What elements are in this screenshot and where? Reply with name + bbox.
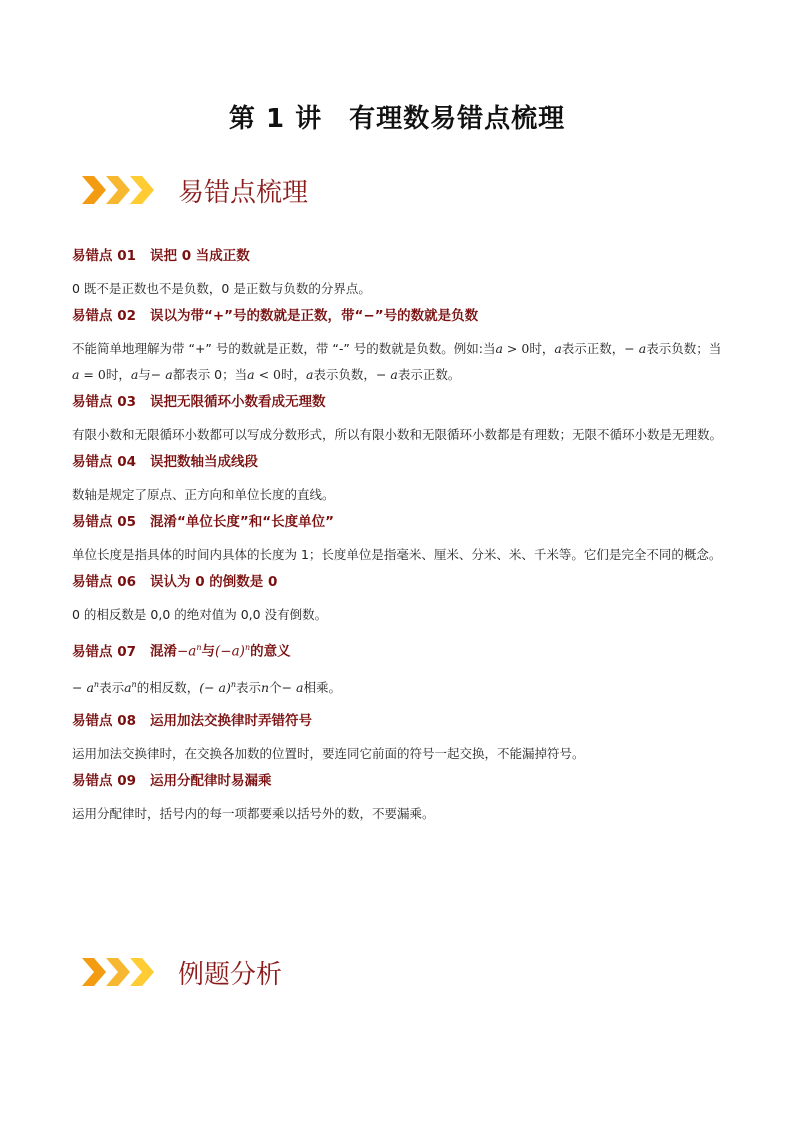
- section-title: 易错点梳理: [178, 177, 309, 208]
- item-body: 0 的相反数是 0,0 的绝对值为 0,0 没有倒数。: [72, 607, 328, 622]
- triple-chevron-arrow-icon: [80, 954, 162, 990]
- list-item: [72, 572, 724, 628]
- triple-chevron-arrow-icon: [80, 172, 162, 208]
- item-heading: 易错点 07 混淆$-a^n$与$(-a)^n$的意义: [72, 643, 291, 660]
- list-item: [72, 452, 724, 508]
- list-item: [72, 246, 724, 302]
- list-item: [72, 711, 724, 767]
- item-heading: 易错点 03 误把无限循环小数看成无理数: [72, 394, 326, 410]
- section-header-examples: [80, 952, 282, 992]
- item-body: 单位长度是指具体的时间内具体的长度为 1；长度单位是指毫米、厘米、分米、米、千米等。它们是完全不同的概念。: [72, 547, 722, 562]
- section-header-summary: [80, 170, 308, 210]
- list-item: [72, 392, 724, 448]
- item-body: 不能简单地理解为带 “+” 号的数就是正数，带 “-” 号的数就是负数。例如:当a > 0时，a表示正数，− a表示负数；当a = 0时，a与− a都表示 0；当a < 0时，a表示负数，− a表示正数。: [72, 341, 722, 382]
- list-item: [72, 771, 724, 827]
- item-heading: 易错点 09 运用分配律时易漏乘: [72, 772, 272, 789]
- item-body: 数轴是规定了原点、正方向和单位长度的直线。: [72, 487, 335, 502]
- item-body: 有限小数和无限循环小数都可以写成分数形式，所以有限小数和无限循环小数都是有理数；无限不循环小数是无理数。: [72, 427, 723, 442]
- page-title: 第 1 讲 有理数易错点梳理: [228, 104, 566, 134]
- list-item: [72, 512, 724, 568]
- item-heading: 易错点 06 误认为 0 的倒数是 0: [72, 574, 278, 590]
- item-body: 0 既不是正数也不是负数，0 是正数与负数的分界点。: [72, 281, 371, 296]
- item-body: 运用加法交换律时，在交换各加数的位置时，要连同它前面的符号一起交换，不能漏掉符号。: [72, 745, 585, 761]
- list-item: [72, 638, 724, 701]
- item-heading: 易错点 04 误把数轴当成线段: [72, 454, 258, 470]
- section-title: 例题分析: [178, 959, 283, 990]
- item-heading: 易错点 01 误把 0 当成正数: [72, 248, 250, 264]
- error-points-list: [72, 246, 724, 831]
- item-body: − $a^n$表示$a^n$的相反数，(− a)$^n$表示n个− a相乘。: [72, 679, 342, 695]
- list-item: [72, 306, 724, 388]
- item-heading: 易错点 05 混淆“单位长度”和“长度单位”: [72, 514, 334, 530]
- item-heading: 易错点 08 运用加法交换律时弄错符号: [72, 712, 312, 729]
- item-body: 运用分配律时，括号内的每一项都要乘以括号外的数，不要漏乘。: [72, 805, 435, 821]
- item-heading: 易错点 02 误以为带“+”号的数就是正数，带“−”号的数就是负数: [72, 308, 479, 324]
